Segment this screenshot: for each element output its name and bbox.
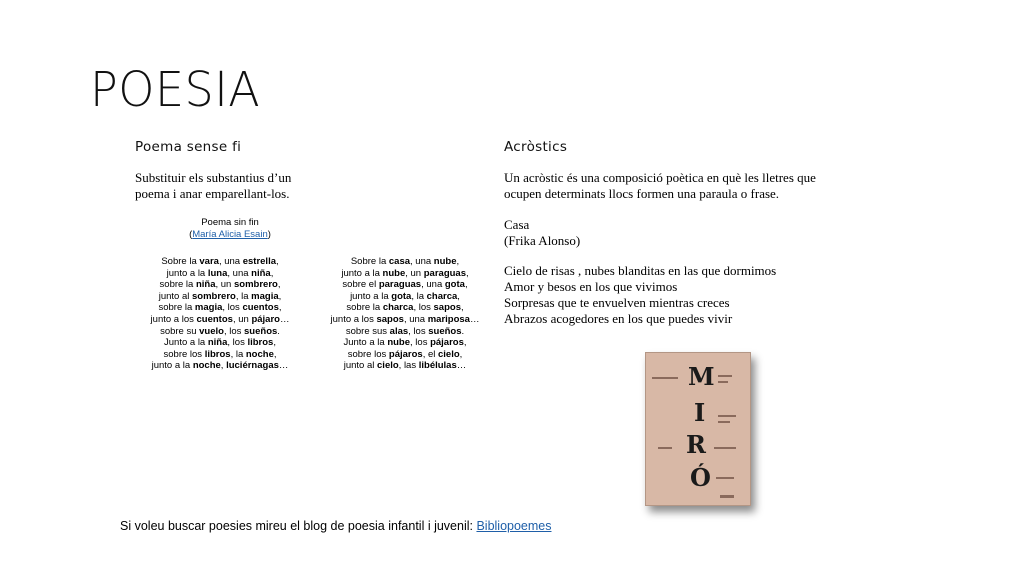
poem-text: junto a la: [166, 267, 208, 279]
miro-poster-image: [645, 352, 751, 506]
poem-text: ,: [456, 256, 460, 267]
poem-text: , una: [218, 256, 243, 267]
poem-text: ,: [278, 290, 282, 302]
poem-text: sobre la: [346, 302, 383, 314]
poster-letter-r: R: [686, 430, 706, 459]
poem-keyword: luciérnagas: [226, 360, 279, 372]
poster-text-scribble: [658, 447, 672, 449]
poster-text-scribble: [718, 381, 728, 383]
poem-keyword: libros: [204, 348, 231, 360]
poem-text: sobre la: [158, 302, 195, 314]
poem-line: [135, 360, 305, 372]
poem-text: Junto a la: [343, 337, 388, 349]
poem-keyword: sapos: [433, 302, 461, 314]
poem-text: junto al: [158, 290, 193, 302]
poem-text: sobre sus: [345, 325, 390, 337]
poem-text: Junto a la: [164, 337, 208, 349]
acrostic-line: Abrazos acogedores en los que puedes vivir: [504, 311, 733, 326]
poem-text: ,: [464, 279, 468, 291]
poem-keyword: sombrero: [234, 279, 278, 291]
poem-keyword: nube: [387, 337, 411, 349]
poem-text: , las: [398, 360, 419, 372]
poem-line: [320, 302, 490, 314]
poem-text: …: [278, 360, 289, 372]
poem-keyword: pájaro: [251, 313, 280, 325]
poem-keyword: sueños: [244, 325, 278, 337]
poem-text: Sobre la: [161, 256, 200, 267]
poem-keyword: sombrero: [192, 290, 236, 302]
poem-keyword: noche: [245, 348, 274, 360]
poem-line: [320, 349, 490, 361]
poem-text: ,: [460, 302, 464, 314]
poem-keyword: paraguas: [378, 279, 422, 291]
poem-keyword: cielo: [377, 360, 399, 372]
poem-keyword: luna: [207, 267, 228, 279]
poem-line: [320, 268, 490, 280]
footer-label: Si voleu buscar poesies mireu el blog de poesia infantil i juvenil:: [120, 519, 477, 533]
poster-text-scribble: [718, 375, 732, 377]
poem-keyword: vuelo: [199, 325, 224, 337]
acrostic-line: Amor y besos en los que vivimos: [504, 279, 678, 294]
acrostic-poem-title: Casa: [504, 217, 530, 232]
poem-keyword: paraguas: [423, 267, 466, 279]
poem-text: , la: [235, 290, 252, 302]
poem-stanza-2: [320, 256, 490, 372]
poem-text: ,: [457, 290, 460, 302]
poem-line: [135, 302, 305, 314]
poem-text: junto a los: [330, 313, 377, 325]
poem-text: ,: [466, 267, 469, 279]
poster-letter-i: I: [694, 398, 706, 427]
poem-keyword: alas: [389, 325, 409, 337]
poem-line: [320, 314, 490, 326]
page-title: POESIA: [90, 60, 261, 118]
poster-text-scribble: [714, 447, 736, 449]
poem-text: , un: [215, 279, 234, 291]
poem-line: [320, 279, 490, 291]
poem-text: sobre la: [159, 279, 196, 291]
poem-line: [135, 349, 305, 361]
description-line: poema i anar emparellant-los.: [135, 186, 290, 201]
poem-text: ,: [277, 279, 281, 291]
poem-keyword: pájaros: [430, 337, 464, 349]
poster-letter-o: Ó: [690, 463, 711, 492]
poem-text: , una: [403, 313, 428, 325]
poem-keyword: casa: [388, 256, 411, 267]
poema-sense-fi-heading: Poema sense fi: [135, 139, 242, 155]
poem-text: sobre los: [163, 348, 205, 360]
poem-text: , un: [405, 267, 424, 279]
paren-open: (: [189, 229, 193, 240]
poem-author-line: [160, 229, 300, 241]
acrostic-poem-author: (Frika Alonso): [504, 233, 581, 248]
poem-keyword: cielo: [438, 348, 460, 360]
poem-text: ,: [463, 337, 467, 349]
acrostics-description: [504, 170, 816, 202]
poem-keyword: magia: [194, 302, 223, 314]
poem-header: [160, 217, 300, 241]
acrostic-poem: [504, 263, 776, 327]
poem-keyword: mariposa: [427, 313, 470, 325]
poem-keyword: niña: [195, 279, 216, 291]
poem-author-link[interactable]: María Alicia Esain: [192, 229, 268, 240]
acrostic-line: Cielo de risas , nubes blanditas en las que dormimos: [504, 263, 777, 278]
poem-keyword: libélulas: [418, 360, 457, 372]
poem-line: [135, 337, 305, 349]
poem-keyword: estrella: [242, 256, 276, 267]
poster-text-scribble: [718, 415, 736, 417]
poem-text: , los: [223, 325, 245, 337]
poem-keyword: niña: [251, 267, 271, 279]
poem-keyword: charca: [426, 290, 458, 302]
poem-line: [135, 279, 305, 291]
poem-keyword: noche: [192, 360, 221, 372]
poem-keyword: cuentos: [242, 302, 279, 314]
poem-text: , los: [410, 337, 431, 349]
poem-line: [135, 256, 305, 268]
poster-text-scribble: [652, 377, 678, 379]
poem-keyword: charca: [382, 302, 414, 314]
poem-text: sobre su: [160, 325, 200, 337]
poster-text-scribble: [716, 477, 734, 479]
poem-keyword: nube: [433, 256, 457, 267]
poster-letter-m: M: [688, 362, 715, 391]
description-line: Un acròstic és una composició poètica en què les lletres que: [504, 170, 816, 185]
poem-keyword: magia: [251, 290, 279, 302]
poem-text: , los: [413, 302, 434, 314]
poem-keyword: gota: [391, 290, 412, 302]
poem-text: .: [461, 325, 465, 337]
poem-text: , la: [411, 290, 427, 302]
poem-text: ,: [270, 267, 274, 279]
poem-text: …: [456, 360, 467, 372]
poem-keyword: nube: [382, 267, 406, 279]
poem-line: [320, 326, 490, 338]
poem-text: , la: [230, 348, 246, 360]
poem-title: Poema sin fin: [201, 217, 259, 228]
poem-text: sobre el: [342, 279, 379, 291]
poem-keyword: vara: [199, 256, 219, 267]
poem-text: junto a la: [151, 360, 193, 372]
poem-text: ,: [278, 302, 282, 314]
poem-keyword: libros: [247, 337, 274, 349]
bibliopoemes-link[interactable]: Bibliopoemes: [476, 519, 552, 533]
poem-text: , los: [227, 337, 248, 349]
poem-text: .: [277, 325, 280, 337]
poster-text-scribble: [720, 495, 734, 498]
poem-text: ,: [220, 360, 227, 372]
poem-line: [135, 268, 305, 280]
poem-text: , un: [232, 313, 252, 325]
poem-text: , el: [422, 348, 438, 360]
poem-text: junto a los: [150, 313, 197, 325]
poem-text: ,: [276, 256, 279, 267]
poem-keyword: cuentos: [196, 313, 233, 325]
acrostic-poem-header: [504, 217, 580, 249]
poem-text: …: [279, 313, 290, 325]
poem-stanza-1: [135, 256, 305, 372]
poem-text: ,: [273, 348, 277, 360]
poem-keyword: pájaros: [388, 348, 423, 360]
poem-text: ,: [459, 348, 463, 360]
poem-text: , una: [421, 279, 445, 291]
poem-keyword: gota: [444, 279, 465, 291]
poem-line: [320, 360, 490, 372]
poem-line: [320, 337, 490, 349]
poster-text-scribble: [718, 421, 730, 423]
paren-close: ): [267, 229, 271, 240]
poem-text: , una: [410, 256, 434, 267]
poem-line: [320, 291, 490, 303]
poem-text: , una: [227, 267, 252, 279]
poem-keyword: niña: [207, 337, 228, 349]
poem-text: , los: [222, 302, 243, 314]
poem-keyword: sueños: [428, 325, 462, 337]
poem-text: Sobre la: [350, 256, 389, 267]
description-line: Substituir els substantius d’un: [135, 170, 292, 185]
acrostics-heading: Acròstics: [504, 139, 568, 155]
poem-text: junto al: [343, 360, 378, 372]
poem-text: , los: [408, 325, 429, 337]
poem-line: [135, 314, 305, 326]
footer-text: [120, 519, 552, 533]
poem-line: [135, 291, 305, 303]
poem-text: sobre los: [347, 348, 389, 360]
acrostic-line: Sorpresas que te envuelven mientras creces: [504, 295, 730, 310]
poem-text: junto a la: [341, 267, 383, 279]
description-line: ocupen determinats llocs formen una paraula o frase.: [504, 186, 780, 201]
poema-sense-fi-description: [135, 170, 291, 202]
poem-keyword: sapos: [376, 313, 404, 325]
poem-text: junto a la: [350, 290, 392, 302]
poem-line: [320, 256, 490, 268]
poem-text: ,: [273, 337, 276, 349]
poem-line: [135, 326, 305, 338]
poem-text: …: [469, 313, 480, 325]
